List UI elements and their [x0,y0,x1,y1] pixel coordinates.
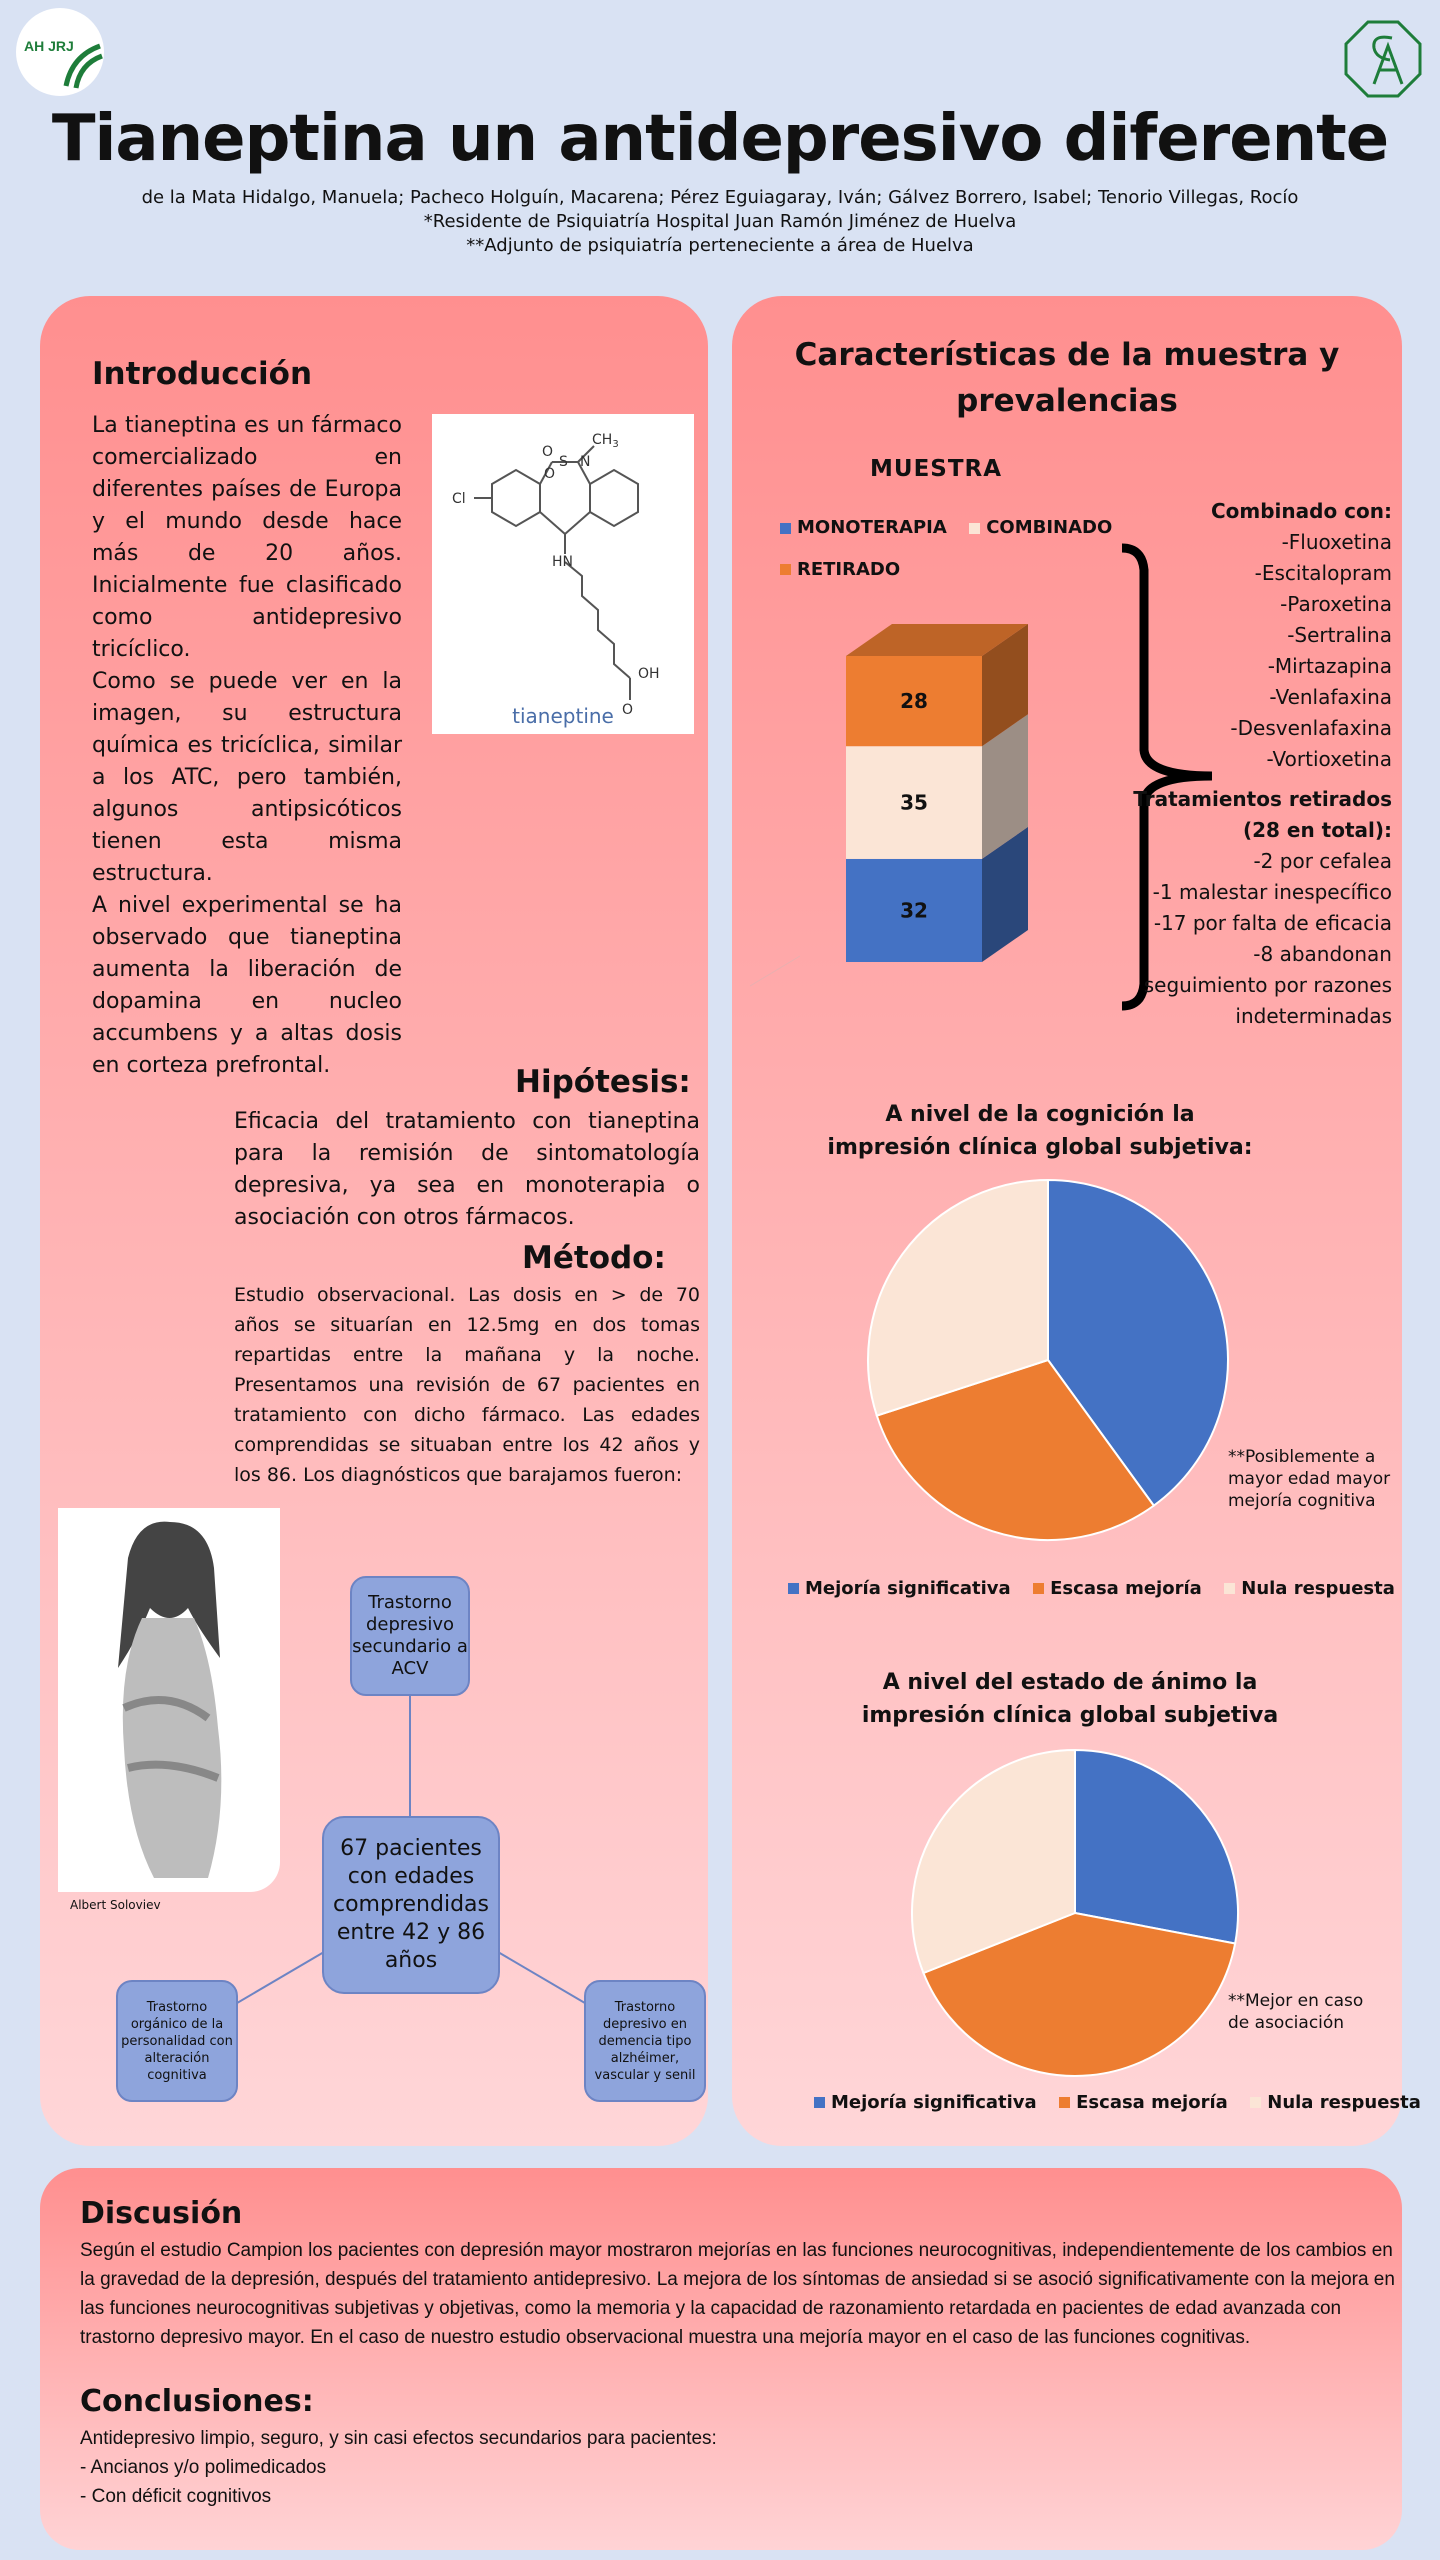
right-heading [732,332,1402,424]
chem-label: tianeptine [512,704,614,728]
metodo-text: Estudio observacional. Las dosis en > de 70 años se situarían en 12.5mg en dos tomas repartidas entre la mañana y la noche. Presentamos una revisión de 67 pacientes en tratamiento con dicho fármaco. Las edades comprendidas se situaban entre los 42 años y los 86. Los diagnósticos que barajamos fueron: [234,1284,700,1486]
pie2-legend [814,2092,1439,2113]
pie-chart-animo [910,1748,1240,2078]
poster-title: Tianeptina un antidepresivo diferente [51,102,1389,176]
bar-floor-line [750,956,800,986]
retirados-list [1133,784,1392,1032]
retirados-item: indeterminadas [1235,1004,1392,1028]
pie2-note-line: **Mejor en caso [1228,1991,1364,2011]
conclusiones-intro: Antidepresivo limpio, seguro, y sin casi efectos secundarios para pacientes: [80,2428,717,2449]
atom-ch3: $CH_3$ [592,432,619,450]
bar-chart-title: MUESTRA [870,456,1003,482]
discusion-heading: Discusión [80,2196,243,2231]
figure-caption: Albert Soloviev [70,1898,161,1912]
atom-o3: O [622,702,634,718]
metodo-heading: Método: [522,1240,666,1276]
pie1-legend-nula: Nula respuesta [1224,1578,1395,1599]
diagram-node-right: Trastorno depresivo en demencia tipo alzhéimer, vascular y senil [584,1980,706,2102]
legend-combinado: COMBINADO [969,508,1112,548]
right-heading-line-1: Características de la muestra y [794,337,1340,373]
bar-chart-legend [780,508,1160,591]
pie1-note-line: mejoría cognitiva [1228,1491,1376,1511]
pie1-note-line: mayor edad mayor [1228,1469,1391,1489]
legend-retirado: RETIRADO [780,550,900,590]
atom-o2: O [544,466,556,482]
combinado-item: -Paroxetina [1280,592,1392,616]
combinado-item: -Vortioxetina [1266,747,1392,771]
pie1-title: A nivel de la cognición la impresión clínica global subjetiva: [827,1102,1253,1160]
atom-oh: OH [638,666,660,682]
pie1-note-line: **Posiblemente a [1228,1447,1376,1467]
pie2-legend-escasa: Escasa mejoría [1059,2092,1228,2113]
stacked-bar-chart [740,580,1140,1000]
pie1-legend-mejoria: Mejoría significativa [788,1578,1011,1599]
conclusiones-item: - Ancianos y/o polimedicados [80,2457,327,2478]
combinado-item: -Sertralina [1287,623,1392,647]
pie2-legend-nula: Nula respuesta [1250,2092,1421,2113]
combinado-item: -Desvenlafaxina [1230,716,1392,740]
intro-paragraph-1: La tianeptina es un fármaco comercializado en diferentes países de Europa y el mundo desde hace más de 20 años. Inicialmente fue clasificado como antidepresivo tricíclico. [92,413,402,662]
pie1-legend [788,1578,1413,1599]
conclusiones-heading: Conclusiones: [80,2384,314,2419]
combinado-item: -Mirtazapina [1267,654,1392,678]
pie-slice-0 [1075,1750,1238,1944]
retirados-heading-2: (28 en total): [1242,818,1392,842]
combinado-item: -Venlafaxina [1269,685,1392,709]
pie-chart-cognicion [866,1178,1230,1542]
conclusiones-item: - Con déficit cognitivos [80,2486,272,2507]
pie2-note [1228,1990,1363,2034]
retirados-item: seguimiento por razones [1143,973,1392,997]
atom-s: S [559,454,568,470]
right-heading-line-2: prevalencias [956,383,1178,419]
retirados-item: -1 malestar inespecífico [1152,880,1392,904]
bar-value-label: 32 [900,898,928,923]
combinado-list [1211,496,1392,775]
logo-text: AH JRJ [24,38,74,54]
authors: de la Mata Hidalgo, Manuela; Pacheco Holguín, Macarena; Pérez Eguiagaray, Iván; Gálvez Borrero, Isabel; Tenorio Villegas, Rocío [141,187,1299,208]
retirados-item: -17 por falta de eficacia [1153,911,1392,935]
intro-heading: Introducción [92,356,313,392]
combinado-heading: Combinado con: [1210,499,1392,523]
atom-n: N [580,454,591,470]
combinado-item: -Escitalopram [1254,561,1392,585]
bar-value-label: 28 [900,689,928,714]
combinado-item: -Fluoxetina [1281,530,1392,554]
intro-paragraph-3: A nivel experimental se ha observado que tianeptina aumenta la liberación de dopamina en nucleo accumbens y a altas dosis en corteza prefrontal. [92,893,402,1078]
atom-cl: Cl [452,491,466,507]
intro-paragraph-2: Como se puede ver en la imagen, su estructura química es tricíclica, similar a los ATC, pero también, algunos antipsicóticos tienen esta misma estructura. [92,669,402,886]
diagram-node-center: 67 pacientes con edades comprendidas entre 42 y 86 años [322,1816,500,1994]
pie2-legend-mejoria: Mejoría significativa [814,2092,1037,2113]
legend-monoterapia: MONOTERAPIA [780,508,947,548]
conclusiones-list [80,2424,1280,2511]
affiliation-1: *Residente de Psiquiatría Hospital Juan Ramón Jiménez de Huelva [423,211,1017,232]
hipotesis-text: Eficacia del tratamiento con tianeptina para la remisión de sintomatología depresiva, ya sea en monoterapia o asociación con otros fármacos. [234,1109,700,1230]
diagram-node-top: Trastorno depresivo secundario a ACV [350,1576,470,1696]
pie1-note [1228,1446,1390,1512]
pie2-title: A nivel del estado de ánimo la impresión clínica global subjetiva [861,1670,1279,1728]
retirados-heading-1: Tratamientos retirados [1133,787,1392,811]
retirados-item: -2 por cefalea [1253,849,1392,873]
affiliation-2: **Adjunto de psiquiatría perteneciente a área de Huelva [466,235,974,256]
retirados-item: -8 abandonan [1253,942,1392,966]
atom-o1: O [542,444,554,460]
diagram-node-left: Trastorno orgánico de la personalidad con alteración cognitiva [116,1980,238,2102]
pie1-legend-escasa: Escasa mejoría [1033,1578,1202,1599]
atom-hn: HN [552,554,573,570]
bar-value-label: 35 [900,790,928,815]
pie2-note-line: de asociación [1228,2013,1345,2033]
hipotesis-heading: Hipótesis: [515,1064,691,1100]
discusion-text: Según el estudio Campion los pacientes con depresión mayor mostraron mejorías en las funciones neurocognitivas, independientemente de los cambios en la gravedad de la depresión, después del tratamiento antidepresivo. La mejora de los síntomas de ansiedad si se asoció significativamente con la mejora en las funciones neurocognitivas subjetivas y objetivas, como la memoria y la capacidad de razonamiento retardada en pacientes de edad avanzada con trastorno depresivo mayor. En el caso de nuestro estudio observacional muestra una mejoría mayor en el caso de las funciones cognitivas. [80,2240,1395,2348]
